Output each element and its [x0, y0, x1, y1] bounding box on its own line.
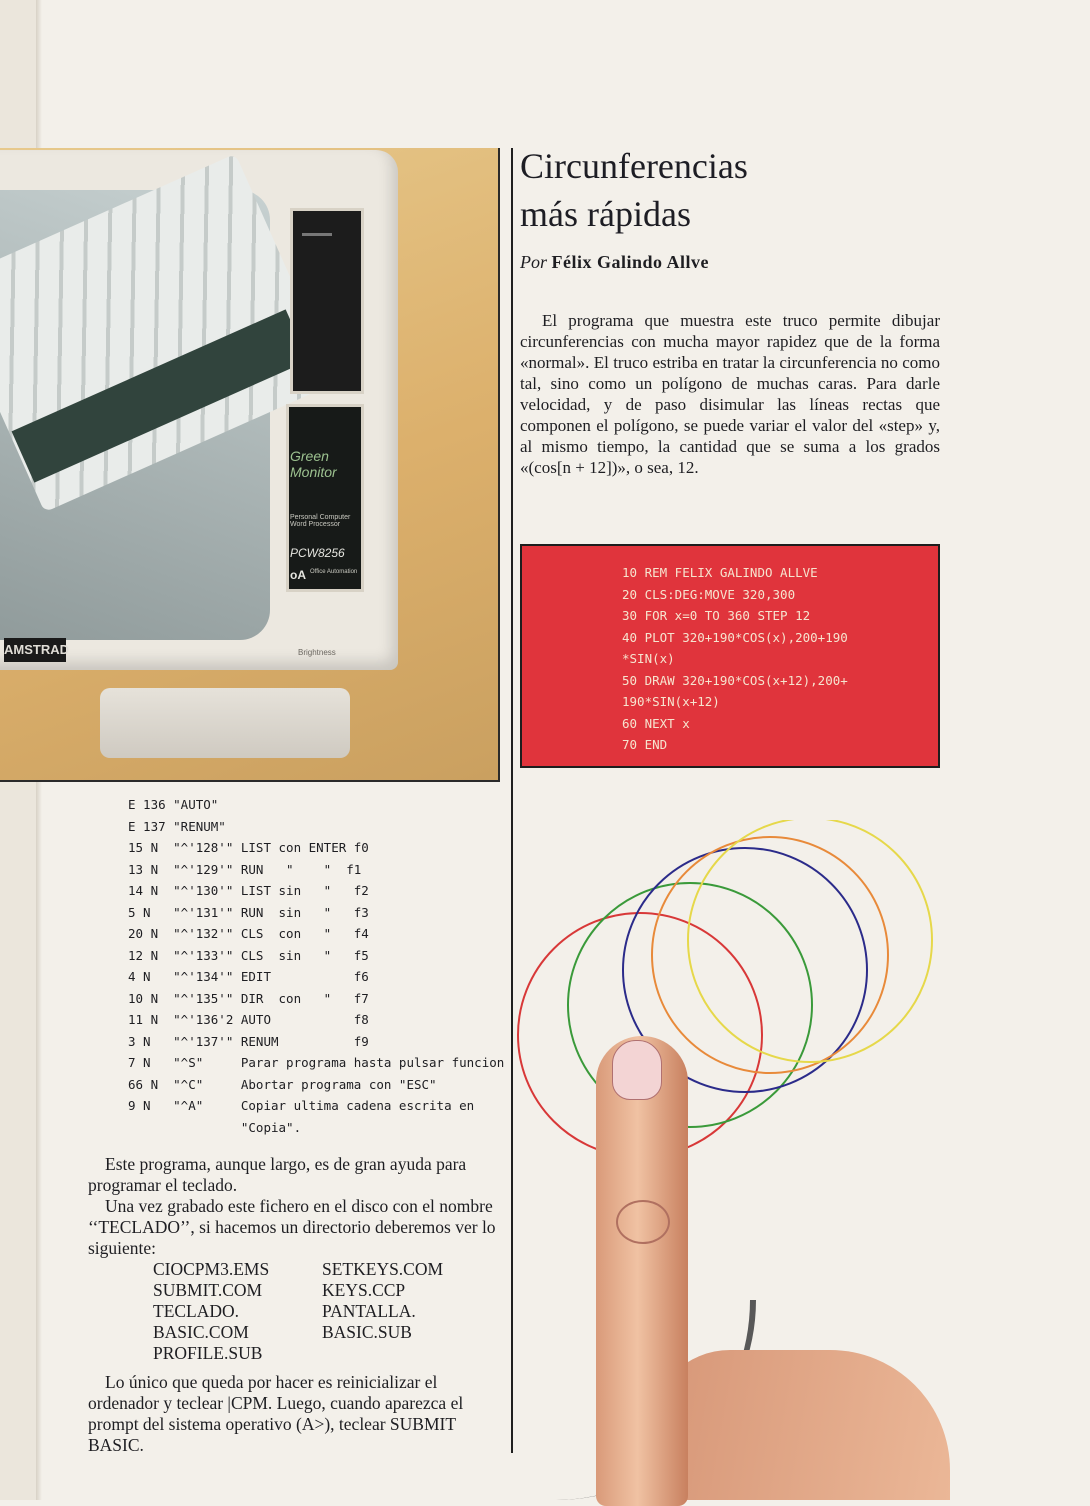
amstrad-photo	[0, 148, 500, 782]
dir-file: PROFILE.SUB	[153, 1343, 263, 1363]
dir-file: PANTALLA.	[322, 1301, 416, 1321]
keys-listing: E 136 "AUTO" E 137 "RENUM" 15 N "^'128'" LIST con ENTER f0 13 N "^'129'" RUN " " f1 14 N "^'130'" LIST sin " f2 5 N "^'131'" RUN sin " f3 20 N "^'132'" CLS con " f4 12 N "^'133'" CLS sin " f5 4 N "^'134'" EDIT f6 10 N "^'135'" DIR con " f7 11 N "^'136'2 AUTO f8 3 N "^'137'" RENUM f9 7 N "^S" Parar programa hasta pulsar funcion 66 N "^C" Abortar programa con "ESC" 9 N "^A" Copiar ultima cadena escrita en "Copia".	[128, 797, 505, 1135]
badge-green: Green	[290, 448, 329, 464]
article-title	[520, 142, 840, 238]
amstrad-logo: AMSTRAD	[4, 638, 66, 662]
dir-file: BASIC.SUB	[322, 1322, 412, 1342]
oa-text: Office Automation	[310, 569, 358, 575]
brightness-label: Brightness	[298, 648, 336, 657]
badge-monitor: Monitor	[290, 464, 337, 480]
title-line-2: más rápidas	[520, 194, 691, 234]
pointing-finger	[596, 1036, 688, 1506]
badge-product: Personal Computer Word Processor	[290, 514, 351, 528]
author-name: Félix Galindo Allve	[551, 252, 710, 272]
paragraph-3: Lo único que queda por hacer es reinicializar el ordenador y teclear |CPM. Luego, cuando aparezca el prompt del sistema operativo (A>), teclear SUBMIT BASIC.	[88, 1372, 464, 1455]
code-listing-box	[520, 544, 940, 768]
dir-file: SUBMIT.COM	[153, 1280, 263, 1300]
paragraph-1: Este programa, aunque largo, es de gran ayuda para programar el teclado.	[88, 1154, 467, 1195]
fingernail	[612, 1040, 662, 1100]
byline	[520, 252, 709, 273]
badge-model: PCW8256	[290, 546, 345, 560]
oa-logo: oA	[290, 568, 306, 582]
dir-file: TECLADO.	[153, 1301, 240, 1321]
drive-slot-line	[302, 233, 332, 236]
dir-file: SETKEYS.COM	[322, 1259, 444, 1279]
orange-ring	[652, 837, 888, 1073]
intro-paragraph: El programa que muestra este truco permite dibujar circunferencias con mucha mayor rapidez que de la forma «normal». El truco estriba en tratar la circunferencia no como tal, sino como un polígono de muchas caras. Para darle velocidad, y de paso disimular las líneas rectas que componen el polígono, se puede variar el valor del «step» y, al mismo tiempo, la cantidad que se suma a los grados «(cos[n + 12])», o sea, 12.	[520, 311, 940, 477]
title-line-1: Circunferencias	[520, 146, 748, 186]
basic-program: 10 REM FELIX GALINDO ALLVE 20 CLS:DEG:MOVE 320,300 30 FOR x=0 TO 360 STEP 12 40 PLOT 320+190*COS(x),200+190 *SIN(x) 50 DRAW 320+190*COS(x+12),200+ 190*SIN(x+12) 60 NEXT x 70 END	[622, 565, 848, 752]
paragraph-2: Una vez grabado este fichero en el disco con el nombre ‘‘TECLADO’’, si hacemos un directorio deberemos ver lo siguiente:	[88, 1196, 496, 1258]
dir-file: CIOCPM3.EMS	[153, 1259, 270, 1279]
monitor-badge	[286, 404, 364, 592]
rings-illustration	[500, 820, 1090, 1500]
dir-file: KEYS.CCP	[322, 1280, 406, 1300]
monitor-stand	[100, 688, 350, 758]
byline-prefix: Por	[520, 252, 547, 272]
dir-file: BASIC.COM	[153, 1322, 249, 1342]
finger-knuckle	[616, 1200, 670, 1244]
